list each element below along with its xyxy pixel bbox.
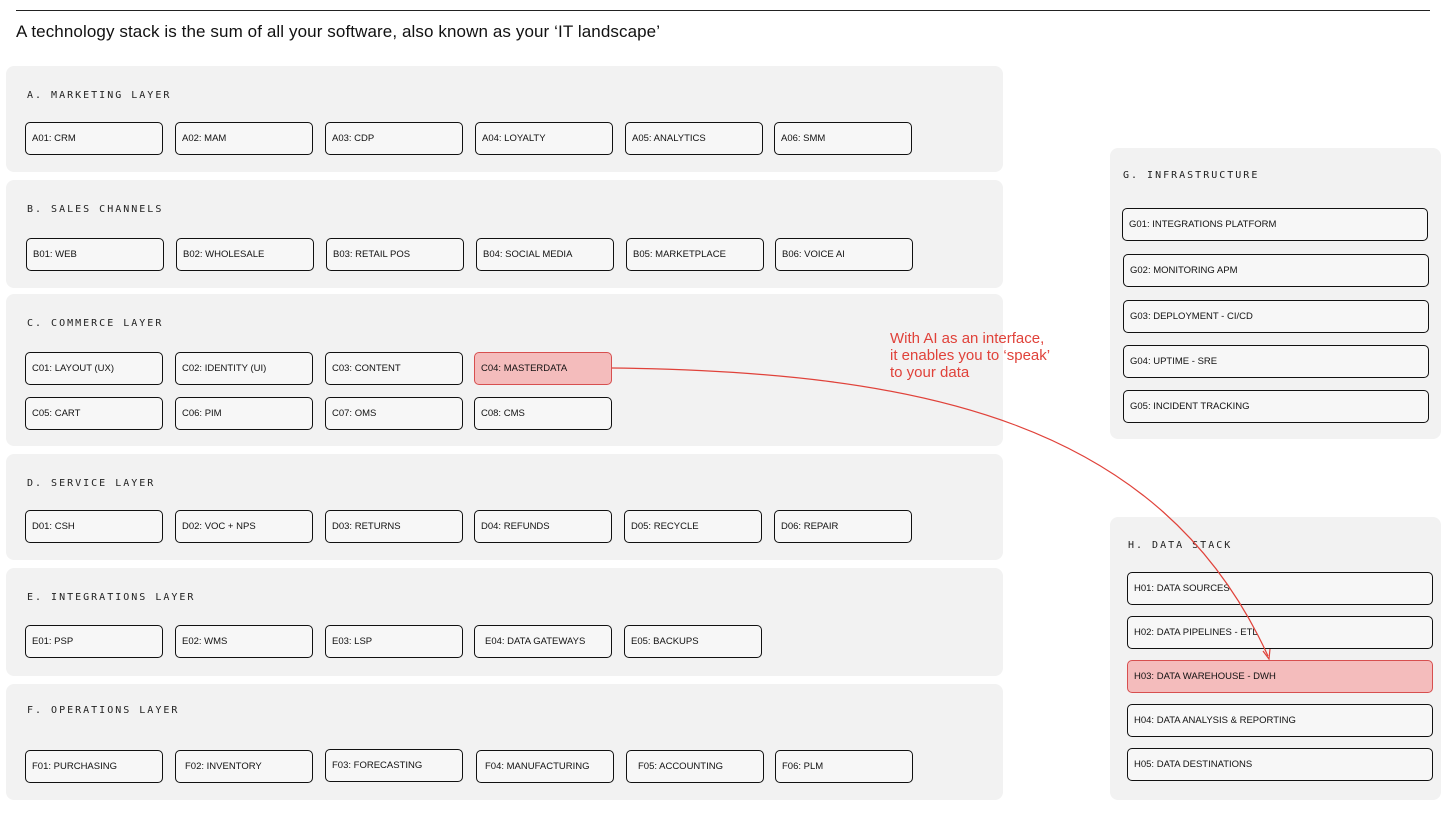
node-f01[interactable]: F01: PURCHASING — [25, 750, 163, 783]
panel-title: D. SERVICE LAYER — [27, 478, 156, 489]
node-b06[interactable]: B06: VOICE AI — [775, 238, 913, 271]
node-f03[interactable]: F03: FORECASTING — [325, 749, 463, 782]
panel-title: A. MARKETING LAYER — [27, 90, 172, 101]
node-c06[interactable]: C06: PIM — [175, 397, 313, 430]
node-c02[interactable]: C02: IDENTITY (UI) — [175, 352, 313, 385]
node-d05[interactable]: D05: RECYCLE — [624, 510, 762, 543]
node-f06[interactable]: F06: PLM — [775, 750, 913, 783]
node-d01[interactable]: D01: CSH — [25, 510, 163, 543]
node-f02[interactable]: F02: INVENTORY — [175, 750, 313, 783]
node-g05[interactable]: G05: INCIDENT TRACKING — [1123, 390, 1429, 423]
node-d02[interactable]: D02: VOC + NPS — [175, 510, 313, 543]
page-title: A technology stack is the sum of all your software, also known as your ‘IT landscape’ — [16, 22, 661, 41]
annotation-line: to your data — [890, 364, 970, 381]
node-e04[interactable]: E04: DATA GATEWAYS — [474, 625, 612, 658]
node-h05[interactable]: H05: DATA DESTINATIONS — [1127, 748, 1433, 781]
node-e02[interactable]: E02: WMS — [175, 625, 313, 658]
node-h03-highlighted[interactable]: H03: DATA WAREHOUSE - DWH — [1127, 660, 1433, 693]
node-h04[interactable]: H04: DATA ANALYSIS & REPORTING — [1127, 704, 1433, 737]
node-c03[interactable]: C03: CONTENT — [325, 352, 463, 385]
node-a05[interactable]: A05: ANALYTICS — [625, 122, 763, 155]
annotation-line: With AI as an interface, — [890, 330, 1045, 347]
node-c07[interactable]: C07: OMS — [325, 397, 463, 430]
node-c05[interactable]: C05: CART — [25, 397, 163, 430]
node-c08[interactable]: C08: CMS — [474, 397, 612, 430]
panel-title: E. INTEGRATIONS LAYER — [27, 592, 196, 603]
node-a02[interactable]: A02: MAM — [175, 122, 313, 155]
panel-title: C. COMMERCE LAYER — [27, 318, 164, 329]
panel-title: F. OPERATIONS LAYER — [27, 705, 180, 716]
node-a04[interactable]: A04: LOYALTY — [475, 122, 613, 155]
node-d06[interactable]: D06: REPAIR — [774, 510, 912, 543]
node-e05[interactable]: E05: BACKUPS — [624, 625, 762, 658]
node-g04[interactable]: G04: UPTIME - SRE — [1123, 345, 1429, 378]
node-g02[interactable]: G02: MONITORING APM — [1123, 254, 1429, 287]
node-a03[interactable]: A03: CDP — [325, 122, 463, 155]
connector-curve — [612, 368, 1268, 656]
node-h02[interactable]: H02: DATA PIPELINES - ETL — [1127, 616, 1433, 649]
node-d04[interactable]: D04: REFUNDS — [474, 510, 612, 543]
node-b01[interactable]: B01: WEB — [26, 238, 164, 271]
node-c01[interactable]: C01: LAYOUT (UX) — [25, 352, 163, 385]
panel-title: G. INFRASTRUCTURE — [1123, 170, 1260, 181]
node-b03[interactable]: B03: RETAIL POS — [326, 238, 464, 271]
panel-title: H. DATA STACK — [1128, 540, 1233, 551]
node-b02[interactable]: B02: WHOLESALE — [176, 238, 314, 271]
node-a06[interactable]: A06: SMM — [774, 122, 912, 155]
node-a01[interactable]: A01: CRM — [25, 122, 163, 155]
panel-title: B. SALES CHANNELS — [27, 204, 164, 215]
annotation-line: it enables you to ‘speak’ — [890, 347, 1051, 364]
node-e01[interactable]: E01: PSP — [25, 625, 163, 658]
node-d03[interactable]: D03: RETURNS — [325, 510, 463, 543]
node-b05[interactable]: B05: MARKETPLACE — [626, 238, 764, 271]
node-c04-highlighted[interactable]: C04: MASTERDATA — [474, 352, 612, 385]
node-g01[interactable]: G01: INTEGRATIONS PLATFORM — [1122, 208, 1428, 241]
node-h01[interactable]: H01: DATA SOURCES — [1127, 572, 1433, 605]
node-b04[interactable]: B04: SOCIAL MEDIA — [476, 238, 614, 271]
node-f05[interactable]: F05: ACCOUNTING — [626, 750, 764, 783]
node-g03[interactable]: G03: DEPLOYMENT - CI/CD — [1123, 300, 1429, 333]
node-f04[interactable]: F04: MANUFACTURING — [476, 750, 614, 783]
node-e03[interactable]: E03: LSP — [325, 625, 463, 658]
